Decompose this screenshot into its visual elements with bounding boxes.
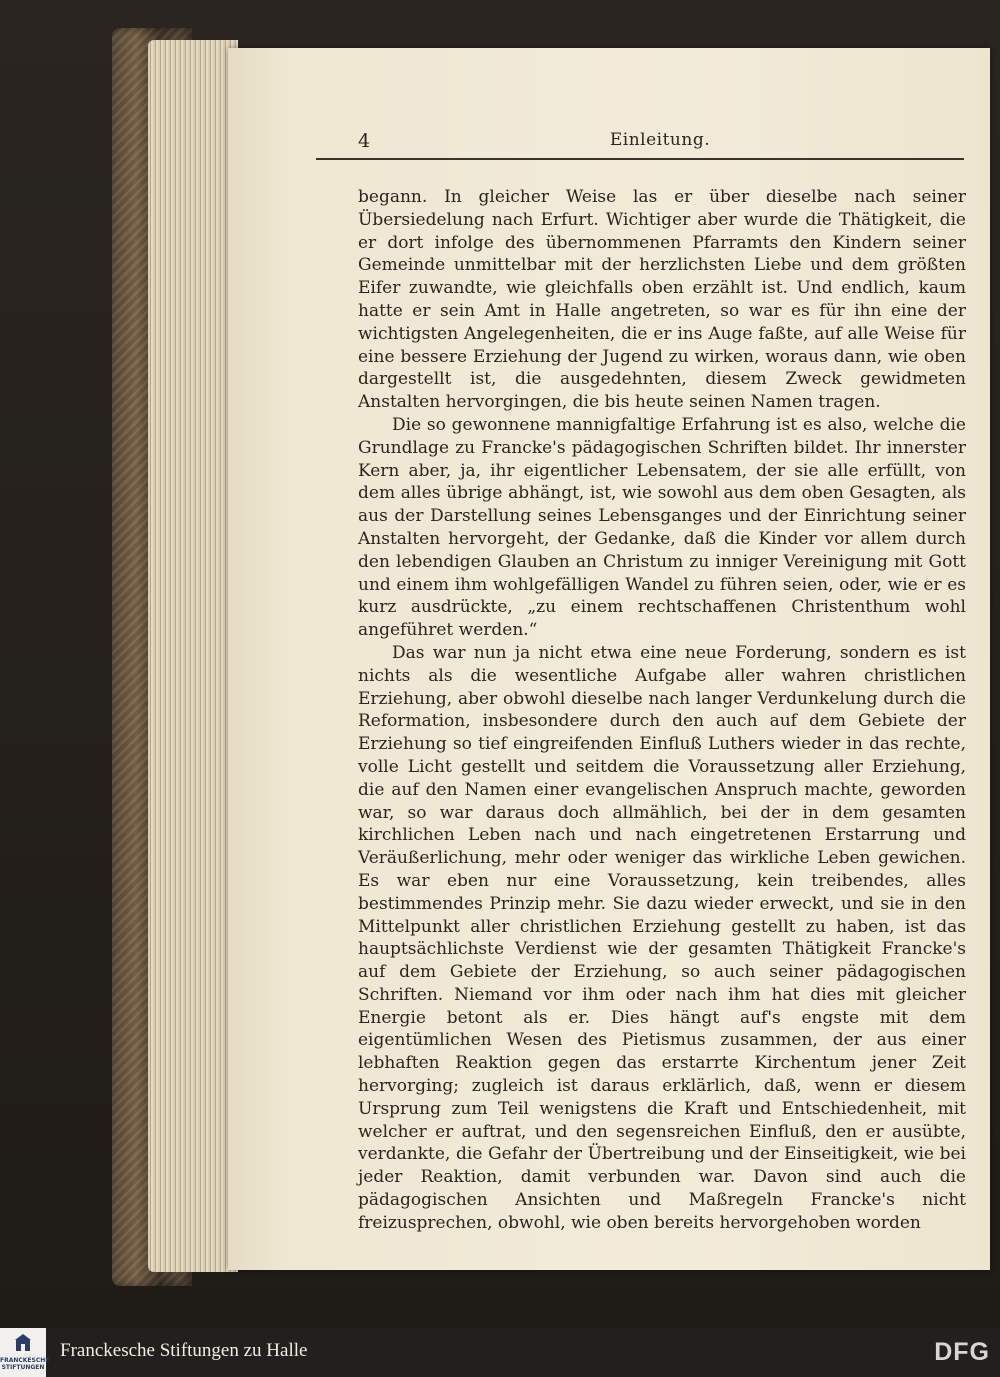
building-icon <box>13 1332 33 1352</box>
footer-title[interactable]: Franckesche Stiftungen zu Halle <box>60 1340 308 1361</box>
paragraph: Das war nun ja nicht etwa eine neue Forderung, sondern es ist nichts als die wesentliche Aufgabe aller wahren christlichen Erziehung, aber obwohl dieselbe nach langer Verdunkelung durch die Reformation, insbesondere durch den auch auf dem Gebiete der Erziehung so tief eingreifenden Einfluß Luthers wieder in das rechte, volle Licht gestellt und seitdem die Voraussetzung aller Erziehung, die auf den Namen einer evangelischen Anspruch machte, geworden war, so war daraus doch allmählich, bei der in dem gesamten kirchlichen Leben nach und nach eingetretenen Erstarrung und Veräußerlichung, mehr oder weniger das wirkliche Leben gewichen. Es war eben nur eine Voraussetzung, kein treibendes, alles bestimmendes Prinzip mehr. Sie dazu wieder erweckt, und sie in den Mittelpunkt aller christlichen Erziehung gestellt zu haben, ist das hauptsächlichste Verdienst wie der gesamten Thätigkeit Francke's auf dem Gebiete der Erziehung, so auch seiner pädagogischen Schriften. Niemand vor ihm oder nach ihm hat dies mit gleicher Energie betont als er. Dies hängt auf's engste mit dem eigentümlichen Wesen des Pietismus zusammen, der aus einer lebhaften Reaktion gegen das erstarrte Kirchentum jener Zeit hervorging; zugleich ist daraus erklärlich, daß, wenn er diesem Ursprung zum Teil wenigstens die Kraft und Entschiedenheit, mit welcher er auftrat, und den segensreichen Einfluß, den er ausübte, verdankte, die Gefahr der Übertreibung und der Einseitigkeit, wie bei jeder Reaktion, damit verbunden war. Davon sind auch die pädagogischen Ansichten und Maßregeln Francke's nicht freizusprechen, obwohl, wie oben bereits hervorgehoben worden <box>358 642 966 1233</box>
page-number: 4 <box>358 130 371 152</box>
book-page <box>228 48 990 1270</box>
paragraph: Die so gewonnene mannigfaltige Erfahrung ist es also, welche die Grundlage zu Francke's pädagogischen Schriften bildet. Ihr innerster Kern aber, ja, ihr eigentlicher Lebensatem, der sie alle erfüllt, von dem alles übrige abhängt, ist, wie sowohl aus dem oben Gesagten, als aus der Darstellung seines Lebensganges und der Einrichtung seiner Anstalten hervorgeht, der Gedanke, daß die Kinder vor allem durch den lebendigen Glauben an Christum zu inniger Vereinigung mit Gott und einem ihm wohlgefälligen Wandel zu führen seien, oder, wie er es kurz ausdrückte, „zu einem rechtschaffenen Christenthum wohl angeführet werden.“ <box>358 414 966 641</box>
logo-text <box>0 1357 50 1371</box>
header-rule <box>316 158 964 160</box>
dfg-logo[interactable]: DFG <box>934 1338 990 1366</box>
page-edges <box>148 40 238 1272</box>
logo-text-line: STIFTUNGEN <box>1 1364 45 1371</box>
paragraph: begann. In gleicher Weise las er über dieselbe nach seiner Übersiedelung nach Erfurt. Wichtiger aber wurde die Thätigkeit, die er dort infolge des übernommenen Pfarramts den Kindern seiner Gemeinde unmittelbar mit der herzlichsten Liebe und dem größten Eifer zuwandte, wie gleichfalls oben erzählt ist. Und endlich, kaum hatte er sein Amt in Halle angetreten, so war es für ihn eine der wichtigsten Angelegenheiten, die er ins Auge faßte, auf alle Weise für eine bessere Erziehung der Jugend zu wirken, woraus dann, wie oben dargestellt ist, die ausgedehnten, diesem Zweck gewidmeten Anstalten hervorgingen, die bis heute seinen Namen tragen. <box>358 187 966 413</box>
viewer-footer <box>0 1328 1000 1377</box>
logo-text-line: FRANCKESCHE <box>0 1357 50 1364</box>
running-head-title: Einleitung. <box>609 130 711 150</box>
franckesche-logo[interactable] <box>0 1328 50 1377</box>
body-text <box>358 186 966 1235</box>
